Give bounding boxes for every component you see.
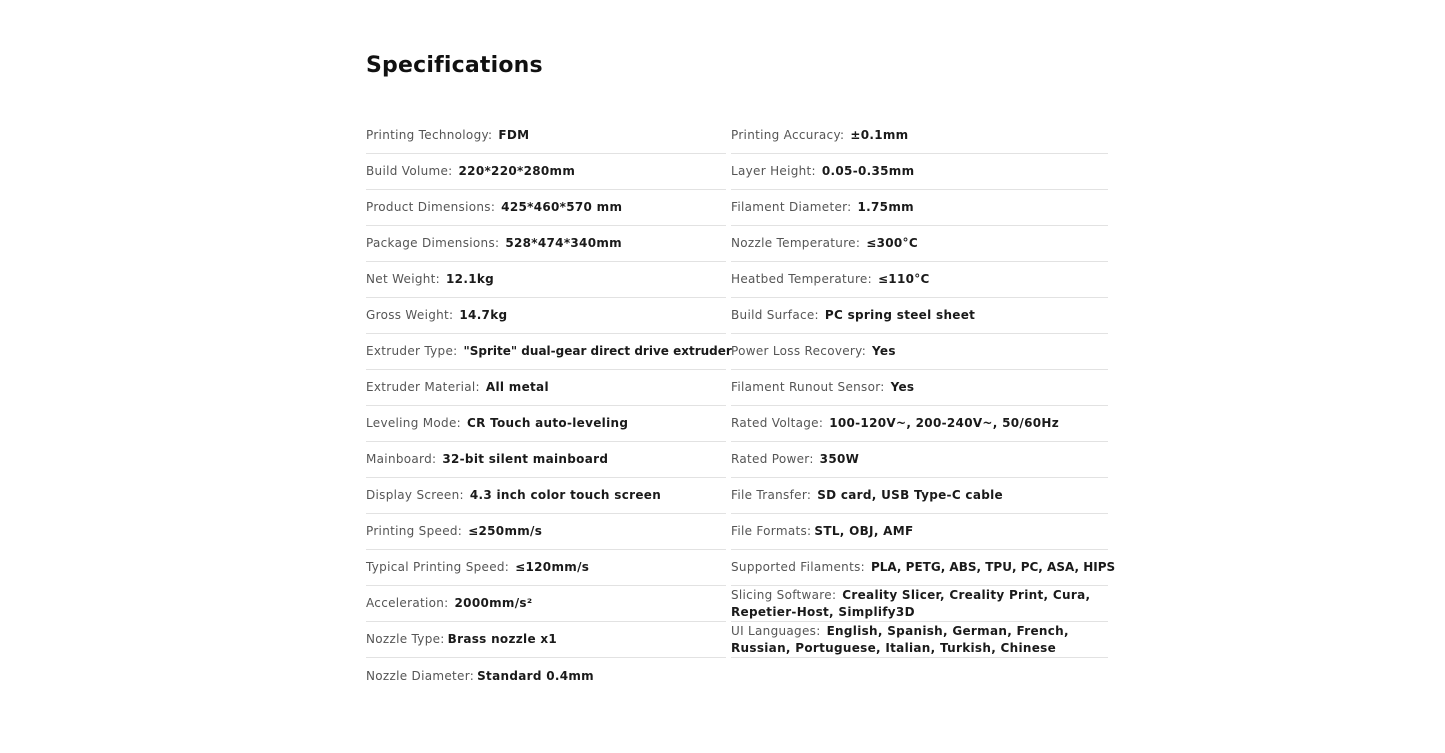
spec-value: CR Touch auto-leveling bbox=[467, 416, 629, 430]
spec-row-nozzle-diameter bbox=[366, 658, 726, 694]
spec-row-heatbed-temperature bbox=[731, 262, 1108, 298]
spec-row-build-surface bbox=[731, 298, 1108, 334]
spec-label: Rated Voltage: bbox=[731, 416, 824, 430]
spec-label: Layer Height: bbox=[731, 164, 816, 178]
spec-label: Display Screen: bbox=[366, 488, 464, 502]
spec-label: Gross Weight: bbox=[366, 308, 454, 322]
spec-label: Extruder Type: bbox=[366, 344, 458, 358]
spec-value: 220*220*280mm bbox=[458, 164, 576, 178]
spec-label: Mainboard: bbox=[366, 452, 437, 466]
spec-value: 100-120V~, 200-240V~, 50/60Hz bbox=[829, 416, 1060, 430]
spec-row-extruder-material bbox=[366, 370, 726, 406]
spec-row-acceleration bbox=[366, 586, 726, 622]
specs-left-column bbox=[366, 118, 732, 694]
spec-row-net-weight bbox=[366, 262, 726, 298]
spec-value: Standard 0.4mm bbox=[477, 668, 594, 683]
spec-row-text bbox=[731, 623, 1108, 657]
spec-label: Build Surface: bbox=[731, 308, 819, 322]
spec-row-rated-voltage bbox=[731, 406, 1108, 442]
spec-row-display-screen bbox=[366, 478, 726, 514]
spec-label: Supported Filaments: bbox=[731, 560, 865, 574]
spec-label: Power Loss Recovery: bbox=[731, 344, 867, 358]
spec-value: ±0.1mm bbox=[850, 128, 909, 142]
spec-value: 32-bit silent mainboard bbox=[442, 452, 609, 466]
spec-label: Extruder Material: bbox=[366, 380, 480, 394]
spec-row-slicing-software bbox=[731, 586, 1108, 622]
spec-label: Typical Printing Speed: bbox=[366, 560, 510, 574]
spec-label: Filament Diameter: bbox=[731, 200, 852, 214]
spec-value: ≤120mm/s bbox=[515, 560, 590, 574]
spec-label: Nozzle Temperature: bbox=[731, 236, 861, 250]
spec-label: Slicing Software: bbox=[731, 587, 837, 602]
spec-value: ≤110°C bbox=[877, 272, 930, 286]
spec-value: STL, OBJ, AMF bbox=[814, 524, 914, 538]
spec-row-product-dimensions bbox=[366, 190, 726, 226]
spec-value: 0.05-0.35mm bbox=[821, 164, 915, 178]
spec-value: SD card, USB Type-C cable bbox=[817, 488, 1003, 502]
spec-row-nozzle-type bbox=[366, 622, 726, 658]
spec-value: 528*474*340mm bbox=[505, 236, 622, 250]
spec-value: PLA, PETG, ABS, TPU, PC, ASA, HIPS bbox=[870, 560, 1116, 574]
spec-row-filament-diameter bbox=[731, 190, 1108, 226]
spec-row-package-dimensions bbox=[366, 226, 726, 262]
spec-label: File Transfer: bbox=[731, 488, 812, 502]
spec-value: ≤300°C bbox=[866, 236, 918, 250]
spec-row-printing-accuracy bbox=[731, 118, 1108, 154]
spec-label: Product Dimensions: bbox=[366, 200, 496, 214]
spec-label: Printing Accuracy: bbox=[731, 128, 845, 142]
spec-label: Heatbed Temperature: bbox=[731, 272, 872, 286]
spec-row-build-volume bbox=[366, 154, 726, 190]
spec-row-layer-height bbox=[731, 154, 1108, 190]
spec-label: Package Dimensions: bbox=[366, 236, 500, 250]
spec-row-filament-runout-sensor bbox=[731, 370, 1108, 406]
spec-row-text bbox=[731, 587, 1108, 621]
spec-value: 350W bbox=[819, 452, 860, 466]
spec-row-nozzle-temperature bbox=[731, 226, 1108, 262]
spec-label: Net Weight: bbox=[366, 272, 441, 286]
spec-label: Build Volume: bbox=[366, 164, 453, 178]
spec-value: PC spring steel sheet bbox=[824, 308, 976, 322]
spec-value: 2000mm/s² bbox=[454, 596, 533, 610]
spec-row-printing-speed bbox=[366, 514, 726, 550]
spec-value: FDM bbox=[498, 128, 530, 142]
spec-label: Filament Runout Sensor: bbox=[731, 380, 885, 394]
page-title: Specifications bbox=[366, 53, 543, 78]
spec-row-typical-printing-speed bbox=[366, 550, 726, 586]
spec-row-file-formats bbox=[731, 514, 1108, 550]
spec-label: Printing Speed: bbox=[366, 524, 463, 538]
spec-row-supported-filaments bbox=[731, 550, 1116, 586]
spec-value: 12.1kg bbox=[446, 272, 495, 286]
spec-label: Acceleration: bbox=[366, 596, 449, 610]
spec-value: 14.7kg bbox=[459, 308, 508, 322]
spec-row-extruder-type bbox=[366, 334, 732, 370]
spec-value: Yes bbox=[890, 380, 915, 394]
spec-label: Rated Power: bbox=[731, 452, 814, 466]
spec-label: Printing Technology: bbox=[366, 128, 493, 142]
spec-value: Creality Slicer, Creality Print, Cura, Repetier-Host, Simplify3D bbox=[731, 587, 1091, 619]
spec-value: "Sprite" dual-gear direct drive extruder bbox=[463, 344, 732, 358]
spec-row-mainboard bbox=[366, 442, 726, 478]
spec-value: All metal bbox=[485, 380, 549, 394]
spec-value: ≤250mm/s bbox=[468, 524, 543, 538]
spec-row-leveling-mode bbox=[366, 406, 726, 442]
spec-row-gross-weight bbox=[366, 298, 726, 334]
spec-label: UI Languages: bbox=[731, 623, 821, 638]
spec-value: English, Spanish, German, French, Russian, Portuguese, Italian, Turkish, Chinese bbox=[731, 623, 1069, 655]
spec-value: 425*460*570 mm bbox=[501, 200, 623, 214]
spec-label: Leveling Mode: bbox=[366, 416, 461, 430]
spec-value: 4.3 inch color touch screen bbox=[469, 488, 662, 502]
spec-row-file-transfer bbox=[731, 478, 1108, 514]
spec-label: Nozzle Type: bbox=[366, 632, 445, 646]
spec-row-rated-power bbox=[731, 442, 1108, 478]
spec-row-ui-languages bbox=[731, 622, 1108, 658]
spec-label: Nozzle Diameter: bbox=[366, 668, 475, 683]
spec-value: 1.75mm bbox=[857, 200, 914, 214]
spec-row-printing-technology bbox=[366, 118, 726, 154]
specs-right-column bbox=[731, 118, 1116, 658]
spec-value: Yes bbox=[872, 344, 896, 358]
spec-row-power-loss-recovery bbox=[731, 334, 1108, 370]
spec-value: Brass nozzle x1 bbox=[447, 632, 558, 646]
spec-label: File Formats: bbox=[731, 524, 812, 538]
